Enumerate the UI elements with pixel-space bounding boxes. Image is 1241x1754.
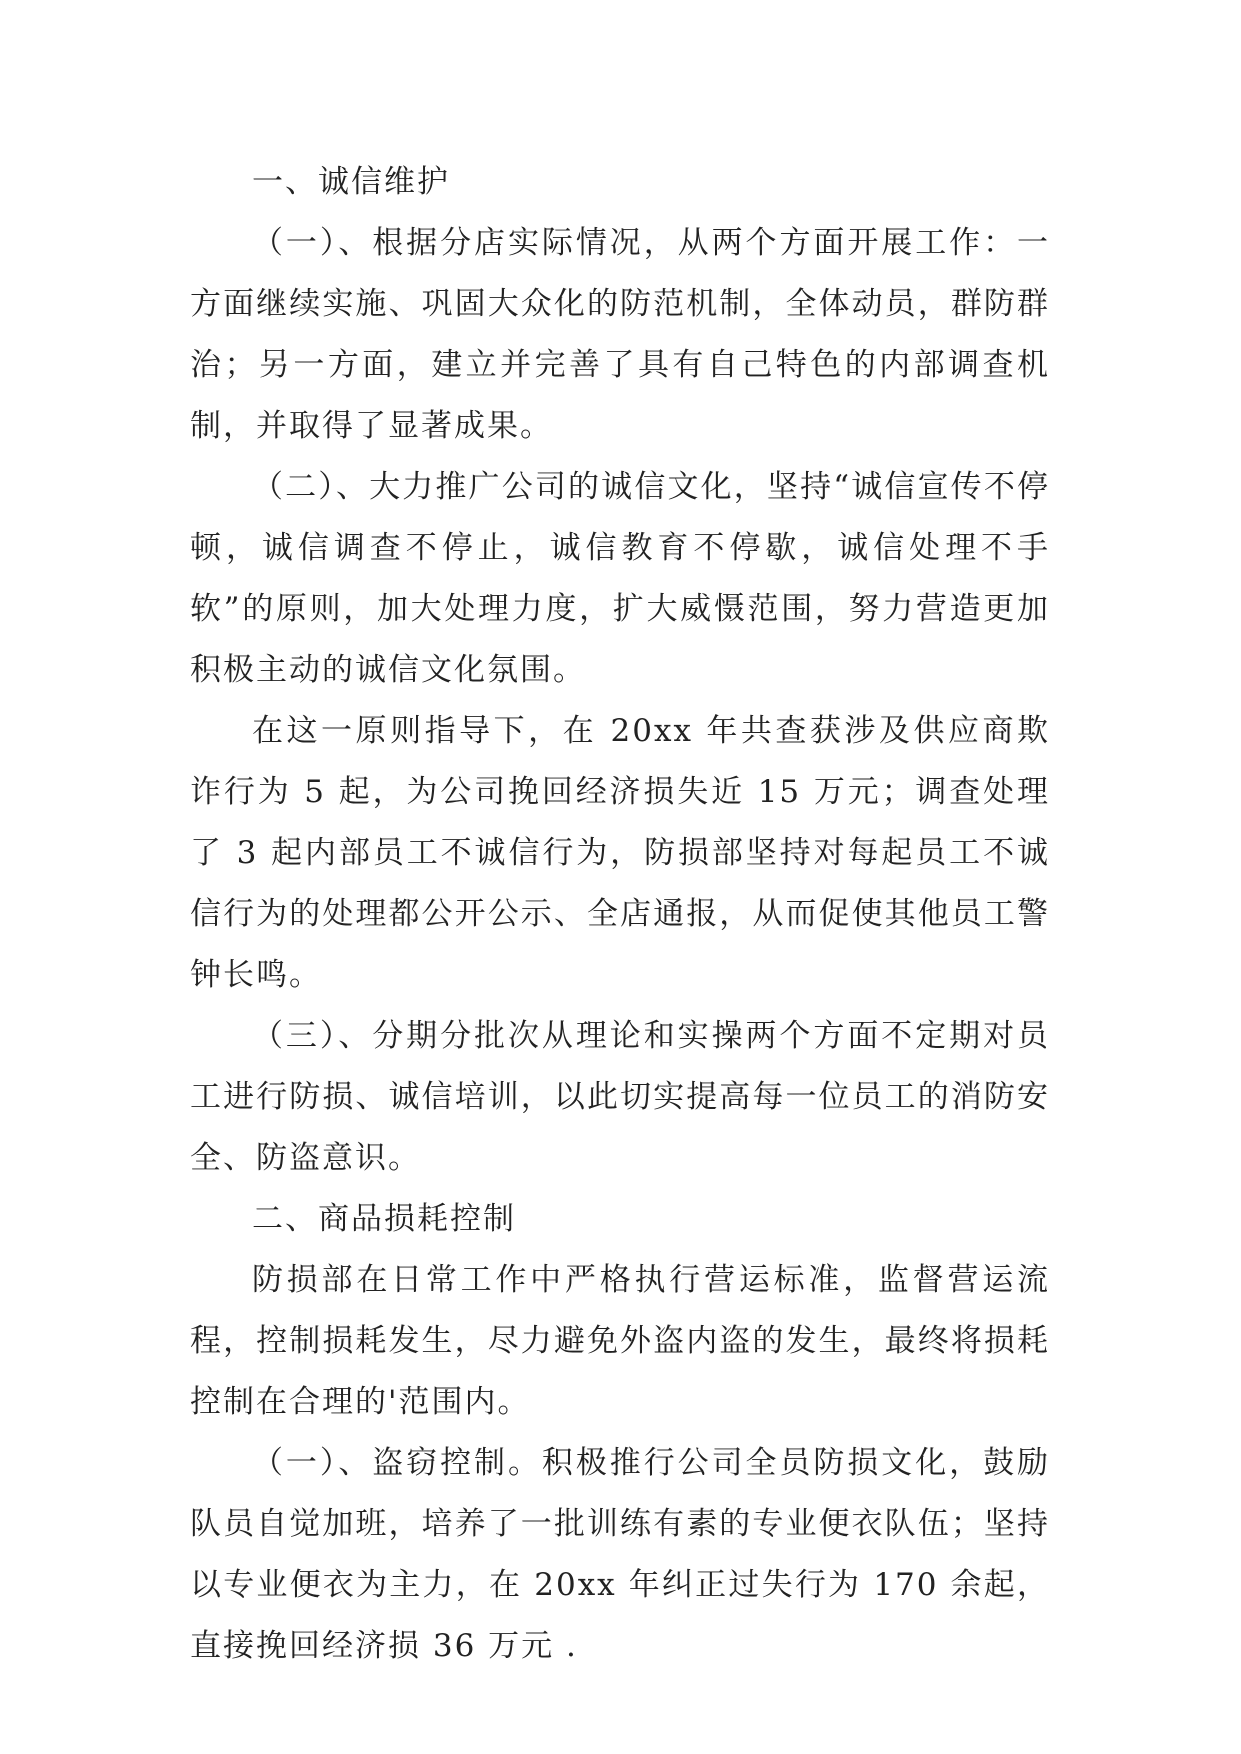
paragraph-integrity-results: 在这一原则指导下，在 20xx 年共查获涉及供应商欺诈行为 5 起，为公司挽回经济损失近 15 万元；调查处理了 3 起内部员工不诚信行为，防损部坚持对每起员工不诚信行为的处理都公开公示、全店通报，从而促使其他员工警钟长鸣。 xyxy=(190,713,1050,993)
paragraph-integrity-1: （一）、根据分店实际情况，从两个方面开展工作：一方面继续实施、巩固大众化的防范机制，全体动员，群防群治；另一方面，建立并完善了具有自己特色的内部调查机制，并取得了显著成果。 xyxy=(190,225,1050,444)
document-body xyxy=(190,152,1050,1677)
paragraph-loss-control-intro: 防损部在日常工作中严格执行营运标准，监督营运流程，控制损耗发生，尽力避免外盗内盗的发生，最终将损耗控制在合理的'范围内。 xyxy=(190,1262,1050,1420)
paragraph-theft-control: （一）、盗窃控制。积极推行公司全员防损文化，鼓励队员自觉加班，培养了一批训练有素的专业便衣队伍；坚持以专业便衣为主力，在 20xx 年纠正过失行为 170 余起，直接挽回经济损 36 万元 . xyxy=(190,1445,1050,1664)
section-heading-loss-control: 二、商品损耗控制 xyxy=(252,1201,516,1237)
section-heading-integrity: 一、诚信维护 xyxy=(252,164,450,200)
paragraph-integrity-2: （二）、大力推广公司的诚信文化，坚持“诚信宣传不停顿，诚信调查不停止，诚信教育不停歇，诚信处理不手软”的原则，加大处理力度，扩大威慑范围，努力营造更加积极主动的诚信文化氛围。 xyxy=(190,469,1050,688)
paragraph-integrity-3: （三）、分期分批次从理论和实操两个方面不定期对员工进行防损、诚信培训，以此切实提高每一位员工的消防安全、防盗意识。 xyxy=(190,1018,1050,1176)
